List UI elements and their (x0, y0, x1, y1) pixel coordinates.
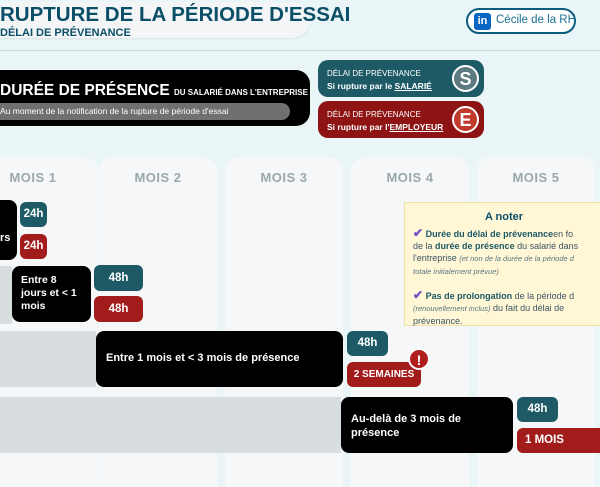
presence-bar-row3-label: Entre 1 mois et < 3 mois de présence (106, 352, 300, 364)
salarie-delay-row3: 48h (347, 331, 388, 356)
month-label-4: MOIS 4 (386, 170, 434, 185)
legend-salarie-line1: DÉLAI DE PRÉVENANCE (327, 69, 421, 78)
note-box (404, 202, 600, 326)
note-p2-c: du fait du délai de (490, 303, 565, 313)
check-icon: ✔ (413, 226, 424, 240)
note-title: A noter (484, 211, 524, 223)
warning-icon: ! (408, 348, 430, 370)
month-label-5: MOIS 5 (512, 170, 560, 185)
legend-salarie-prefix: Si rupture par le (327, 81, 395, 91)
legend-employeur-prefix: Si rupture par l' (327, 122, 390, 132)
note-p1-f: l'entreprise (413, 253, 457, 263)
note-p2-a: Pas de prolongation (425, 291, 513, 301)
note-p1-small2: totale initialement prévue) (413, 267, 499, 276)
note-p1-e: du salarié dans (514, 241, 579, 251)
presence-bar-row1-label: rs (0, 232, 11, 244)
employeur-delay-row3: 2 SEMAINES (347, 362, 421, 387)
employeur-e-icon: E (452, 106, 479, 133)
author-badge[interactable] (466, 8, 576, 34)
presence-legend-title-main: DURÉE DE PRÉSENCE (0, 82, 170, 99)
presence-bar-row4 (341, 397, 513, 453)
presence-band-row3 (0, 331, 96, 387)
check-icon: ✔ (413, 288, 424, 302)
salarie-delay-row1: 24h (20, 202, 47, 227)
legend-employeur-line2 (327, 122, 443, 132)
salarie-delay-row4: 48h (517, 397, 558, 422)
presence-bar-row4-label: Au-delà de 3 mois de présence (351, 413, 462, 439)
page-title: RUPTURE DE LA PÉRIODE D'ESSAI (0, 3, 351, 26)
linkedin-icon: in (474, 13, 491, 30)
legend-salarie-line2 (327, 81, 432, 91)
note-p1-a: Durée du délai de prévenance (425, 229, 554, 239)
note-p2-small: (renouvellement inclus) (413, 304, 491, 313)
note-point-1 (413, 227, 600, 278)
note-p1-c: de la (413, 241, 436, 251)
legend-employeur-emph: EMPLOYEUR (389, 122, 444, 132)
presence-legend-title (0, 82, 308, 100)
legend-employeur (318, 101, 484, 138)
legend-employeur-line1: DÉLAI DE PRÉVENANCE (327, 110, 421, 119)
employeur-delay-row1: 24h (20, 234, 47, 259)
presence-bar-row2-label: Entre 8 jours et < 1 mois (21, 274, 77, 312)
page-subtitle: DÉLAI DE PRÉVENANCE (0, 27, 131, 39)
header-divider (0, 50, 600, 51)
employeur-delay-row4: 1 MOIS (517, 428, 600, 453)
salarie-delay-row2: 48h (94, 265, 143, 291)
presence-legend-note: Au moment de la notification de la rupture de période d'essai (0, 106, 229, 116)
author-name: Cécile de la RH (496, 14, 576, 26)
presence-bar-row3 (96, 331, 343, 387)
month-label-1: MOIS 1 (9, 170, 57, 185)
presence-legend-title-suffix: DU SALARIÉ DANS L'ENTREPRISE (174, 88, 308, 97)
month-label-3: MOIS 3 (260, 170, 308, 185)
presence-bar-row2 (12, 266, 91, 322)
presence-band-row4 (0, 397, 341, 453)
presence-band-row2 (0, 266, 12, 324)
note-p2-b: de la période d (512, 291, 575, 301)
note-p1-d: durée de présence (435, 241, 515, 251)
legend-salarie (318, 60, 484, 97)
salarie-s-icon: S (452, 65, 479, 92)
note-p2-d: prévenance. (413, 316, 463, 326)
note-point-2 (413, 289, 600, 327)
employeur-delay-row2: 48h (94, 296, 143, 322)
note-p1-b: en fo (553, 229, 574, 239)
note-p1-small: (et non de la durée de la période d (459, 254, 574, 263)
presence-bar-row1 (0, 200, 17, 260)
month-label-2: MOIS 2 (134, 170, 182, 185)
legend-salarie-emph: SALARIÉ (394, 81, 432, 91)
